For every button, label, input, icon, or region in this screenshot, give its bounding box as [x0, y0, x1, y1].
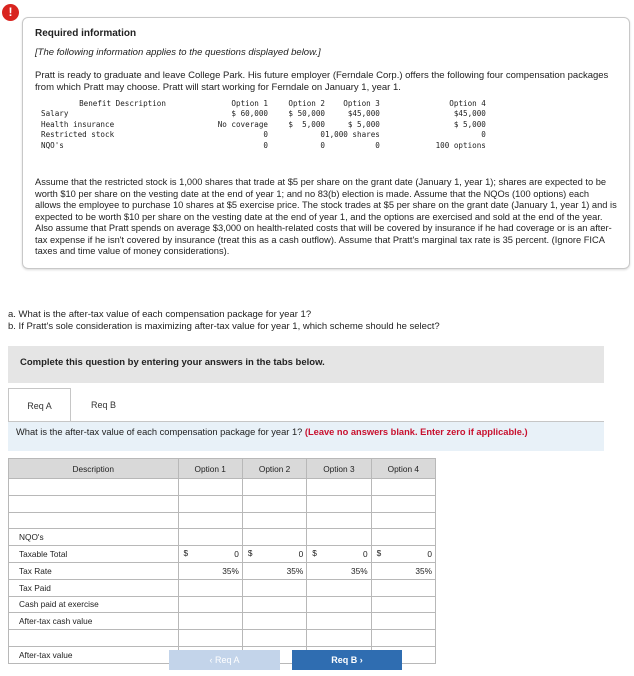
compensation-row: [41, 120, 486, 130]
cell-value: $45,000: [347, 109, 380, 119]
info-subtitle: [The following information applies to the questions displayed below.]: [35, 47, 321, 58]
answer-row: [9, 562, 436, 579]
compensation-table: [41, 99, 486, 151]
answer-row: [9, 613, 436, 630]
answer-input[interactable]: [307, 613, 371, 630]
question-b: b. If Pratt's sole consideration is maximizing after-tax value for year 1, which scheme should he select?: [8, 320, 440, 332]
answer-input[interactable]: [371, 495, 435, 512]
answer-row: [9, 630, 436, 647]
answer-input[interactable]: [307, 630, 371, 647]
info-title: Required information: [35, 28, 137, 39]
questions: [8, 309, 440, 332]
answer-header-row: [9, 459, 436, 479]
tax-rate-option-3: 35%: [307, 562, 371, 579]
col-header-description: Benefit Description: [79, 99, 166, 108]
row-label-cash-paid-at-exercise: Cash paid at exercise: [9, 596, 179, 613]
cell-value: No coverage: [217, 119, 268, 129]
cell-value: 0: [263, 130, 268, 140]
compensation-row: [41, 109, 486, 119]
taxable-total-value: 0: [427, 549, 432, 560]
row-label-tax-rate: Tax Rate: [9, 562, 179, 579]
row-label: NQO's: [41, 140, 64, 150]
answer-input[interactable]: [371, 579, 435, 596]
chevron-right-icon: ›: [357, 655, 363, 665]
row-label-tax-paid: Tax Paid: [9, 579, 179, 596]
row-label: Restricted stock: [41, 130, 115, 140]
col-option-3: Option 3: [307, 459, 371, 479]
prompt-text: What is the after-tax value of each compensation package for year 1?: [16, 427, 305, 437]
tab-req-a[interactable]: Req A: [8, 388, 71, 422]
answer-input[interactable]: [242, 479, 306, 496]
cell-value: $ 5,000: [288, 119, 325, 129]
chevron-left-icon: ‹: [209, 655, 215, 665]
answer-input[interactable]: [178, 479, 242, 496]
currency-symbol: $: [183, 548, 189, 559]
answer-input[interactable]: [371, 479, 435, 496]
row-description-select[interactable]: [9, 630, 179, 647]
row-description-select[interactable]: [9, 512, 179, 529]
complete-instructions-bar: Complete this question by entering your answers in the tabs below.: [8, 346, 604, 383]
col-option-2: Option 2: [242, 459, 306, 479]
prev-req-button[interactable]: [169, 650, 280, 670]
taxable-total-option-1: [178, 546, 242, 563]
cell-value: $ 60,000: [231, 109, 268, 119]
cell-value: $ 50,000: [288, 109, 325, 119]
col-header-option-3: Option 3: [343, 99, 380, 108]
answer-input[interactable]: [371, 529, 435, 546]
col-header-option-4: Option 4: [449, 99, 486, 108]
answer-input[interactable]: [242, 579, 306, 596]
row-label-after-tax-cash-value: After-tax cash value: [9, 613, 179, 630]
col-option-4: Option 4: [371, 459, 435, 479]
answer-input[interactable]: [242, 495, 306, 512]
row-description-select[interactable]: [9, 479, 179, 496]
answer-row: [9, 479, 436, 496]
answer-input[interactable]: [178, 630, 242, 647]
row-label: Health insurance: [41, 119, 115, 129]
col-header-option-2: Option 2: [288, 99, 325, 108]
currency-symbol: $: [247, 548, 253, 559]
tax-rate-option-2: 35%: [242, 562, 306, 579]
cell-value: 100 options: [435, 140, 486, 150]
prev-label: Req A: [214, 655, 240, 665]
answer-input[interactable]: [242, 613, 306, 630]
answer-row: [9, 529, 436, 546]
compensation-header-row: [41, 99, 486, 109]
cell-value: $ 5,000: [347, 119, 380, 129]
currency-symbol: $: [376, 548, 382, 559]
required-information-panel: [22, 17, 630, 269]
answer-row: [9, 596, 436, 613]
currency-symbol: $: [312, 548, 317, 559]
answer-input[interactable]: [178, 579, 242, 596]
answer-input[interactable]: [307, 479, 371, 496]
tax-rate-option-4: 35%: [371, 562, 435, 579]
cell-value: 1,000 shares: [325, 130, 380, 140]
answer-input[interactable]: [242, 529, 306, 546]
answer-input[interactable]: [307, 495, 371, 512]
answer-row: [9, 495, 436, 512]
answer-input[interactable]: [242, 630, 306, 647]
answer-input[interactable]: [371, 512, 435, 529]
row-description-select[interactable]: [9, 495, 179, 512]
answer-input[interactable]: [307, 512, 371, 529]
answer-grid: [8, 458, 436, 664]
col-header-option-1: Option 1: [231, 99, 268, 108]
question-prompt: [8, 421, 604, 451]
cell-value: $ 5,000: [453, 119, 486, 129]
answer-row: [9, 546, 436, 563]
answer-input[interactable]: [371, 596, 435, 613]
answer-row: [9, 512, 436, 529]
info-intro: Pratt is ready to graduate and leave College Park. His future employer (Ferndale Corp.) offers the following four compensation packages from which Pratt may choose. Pratt will start working for Ferndale on January 1, year 1.: [35, 70, 609, 93]
answer-input[interactable]: [178, 613, 242, 630]
row-label-nqos: NQO's: [9, 529, 179, 546]
answer-input[interactable]: [371, 613, 435, 630]
taxable-total-option-4: [371, 546, 435, 563]
answer-input[interactable]: [307, 596, 371, 613]
cell-value: 0: [375, 140, 380, 150]
taxable-total-value: 0: [362, 549, 368, 560]
taxable-total-option-2: [242, 546, 306, 563]
cell-value: 0: [320, 130, 325, 140]
cell-value: 0: [481, 130, 486, 140]
answer-input[interactable]: [307, 529, 371, 546]
row-label-after-tax-value: After-tax value: [9, 646, 179, 663]
row-label: Salary: [41, 109, 69, 119]
answer-input[interactable]: [178, 529, 242, 546]
taxable-total-value: 0: [298, 549, 304, 560]
question-a: a. What is the after-tax value of each compensation package for year 1?: [8, 309, 312, 320]
answer-input[interactable]: [242, 596, 306, 613]
answer-input[interactable]: [242, 512, 306, 529]
next-req-button[interactable]: [292, 650, 402, 670]
answer-input[interactable]: [178, 495, 242, 512]
next-label: Req B: [331, 655, 358, 665]
answer-input[interactable]: [178, 512, 242, 529]
col-description: Description: [9, 459, 179, 479]
tax-rate-option-1: 35%: [178, 562, 242, 579]
taxable-total-value: 0: [234, 549, 239, 560]
cell-value: 0: [320, 140, 325, 150]
compensation-row: [41, 130, 486, 140]
row-label-taxable-total: Taxable Total: [9, 546, 179, 563]
assumption-text: Assume that the restricted stock is 1,000 shares that trade at $5 per share on the grant date (January 1, year 1); shares are expected to be worth $10 per share on the vesting date at the end of year 1; and no 83(b) election is made. Assume that the NQOs (100 options) each allows the employee to purchase 10 shares at $5 exercise price. The stock trades at $5 per share on the grant date (January 1, year 1) and is expected to be worth $10 per share on the vesting date at the end of year 1, and the options are exercised and sold at the end of the year. Also assume that Pratt spends on average $3,000 on health-related costs that will be covered by insurance if he had coverage or is an after-tax expense if he isn't covered by insurance (treat this as a cash outflow). Assume that Pratt's marginal tax rate is 35 percent. (Ignore FICA taxes and time value of money considerations).: [35, 177, 617, 257]
cell-value: $45,000: [453, 109, 486, 119]
cell-value: 0: [263, 140, 268, 150]
answer-input[interactable]: [178, 596, 242, 613]
prompt-instruction: (Leave no answers blank. Enter zero if applicable.): [304, 427, 528, 437]
answer-input[interactable]: [307, 579, 371, 596]
compensation-row: [41, 141, 486, 151]
alert-icon: !: [2, 4, 19, 21]
tab-req-b[interactable]: Req B: [90, 400, 116, 410]
taxable-total-option-3: [307, 546, 371, 563]
answer-input[interactable]: [371, 630, 435, 647]
col-option-1: Option 1: [178, 459, 242, 479]
answer-row: [9, 579, 436, 596]
